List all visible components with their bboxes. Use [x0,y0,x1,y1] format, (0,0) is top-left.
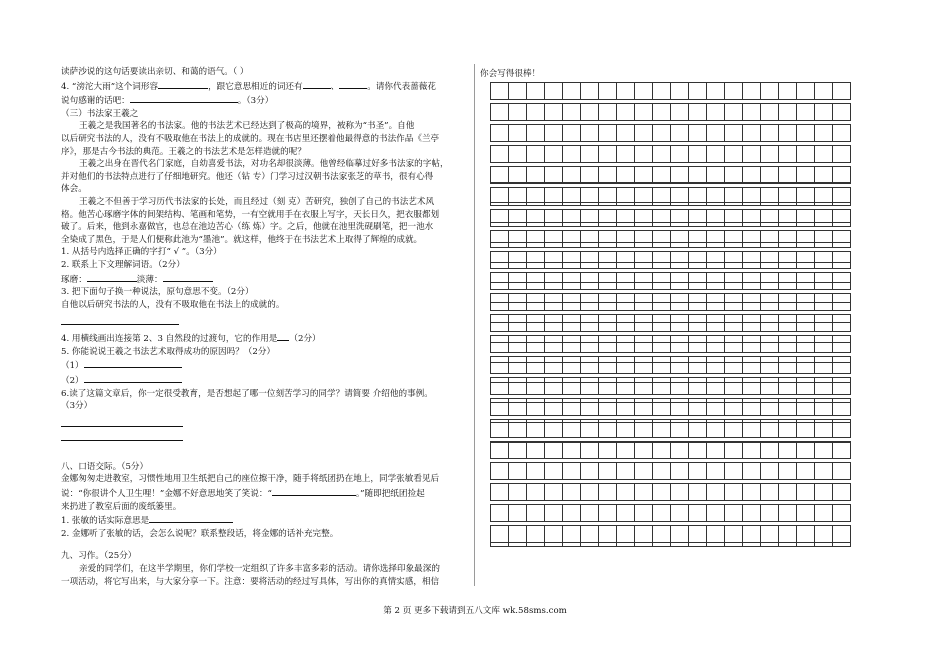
left-column [61,66,473,588]
grid-row-gap [490,226,851,231]
grid-row-gaps [490,82,851,546]
paragraph-line: 格。他苦心琢磨字体的间架结构、笔画和笔势，一有空就用手在衣服上写字，天长日久，把衣服都划 [61,209,440,220]
grid-row-gap [490,352,851,357]
grid-row-gap [490,120,851,125]
grid-row-gap [490,289,851,294]
question-5: 5. 你能说说王羲之书法艺术取得成功的原因吗？（2分） [61,346,276,357]
paragraph-line: 以后研究书法的人，没有不吸取他在书法上的成就的。现在书店里还摆着他最得意的书法作品《兰亭 [61,133,440,144]
question-4b: 4. 用横线画出连接第 2、3 自然段的过渡句，它的作用是 （2分） [61,331,473,346]
question-2: 2. 金娜听了张敏的话，会怎么说呢？联系整段话，将金娜的话补充完整。 [61,528,339,539]
paragraph-line: 并对他们的书法特点进行了仔细地研究。他还（钻 专）门学习过汉朝书法家张芝的草书，很有心得 [61,171,434,182]
paragraph-line: 体会。 [61,184,87,195]
paragraph-line: 一项活动，将它写出来，与大家分享一下。注意：要将活动的经过写具体，写出你的真情实感，相信 [61,576,440,587]
answer-line[interactable] [61,415,183,427]
answer-line[interactable] [61,313,179,325]
text-line: （1） [61,358,473,373]
grid-row-gap [490,162,851,167]
grid-row-gap [490,521,851,526]
paragraph-line: 金娜匆匆走进教室，习惯性地用卫生纸把自己的座位擦干净，随手将纸团扔在地上，同学张敏看见后 [61,474,440,485]
answer-blank[interactable] [339,79,367,89]
paragraph-line: 全染成了黑色，于是人们便称此池为“墨池”。就这样，他终于在书法艺术上取得了辉煌的成就。 [61,234,423,245]
answer-blank[interactable] [84,373,182,383]
section-heading: 九、习作。（25分） [61,551,137,562]
answer-blank[interactable] [277,331,289,341]
question-6: 6.读了这篇文章后，你一定很受教育，是否想起了哪一位刻苦学习的同学？请简要 介绍他的事例。 [61,388,433,399]
paragraph-line: 序》，那是古今书法的典范。王羲之的书法艺术是怎样造就的呢？ [61,146,306,157]
grid-row-gap [490,415,851,420]
paragraph-line: 王羲之出身在晋代名门家庭，自幼喜爱书法，对功名却很淡薄。他曾经临摹过好多书法家的字帖， [79,159,449,170]
section-heading: 八、口语交际。（5分） [61,461,149,472]
answer-blank[interactable] [87,272,137,282]
page-footer: 第 2 页 更多下载请到五八文库 wk.58sms.com [383,606,567,616]
grid-row-gap [490,479,851,484]
answer-blank[interactable] [149,513,233,523]
text-line: （3分） [61,401,93,412]
paragraph-line: 亲爱的同学们，在这半学期里，你们学校一定组织了许多丰富多彩的活动。请你选择印象最深的 [79,564,440,574]
paragraph-line: 说：“你很讲个人卫生哩！”金娜不好意思地笑了笑说：“ 。”随即把纸团捡起 [61,486,473,501]
grid-row-gap [490,394,851,399]
answer-blank[interactable] [163,272,213,282]
grid-row-gap [490,373,851,378]
grid-row-gap [490,205,851,210]
text-line: 自他以后研究书法的人，没有不吸取他在书法上的成就的。 [61,299,285,310]
grid-row-gap [490,500,851,505]
question-2: 2. 联系上下文理解词语。（2分） [61,259,185,270]
paragraph-line: 王羲之是我国著名的书法家。他的书法艺术已经达到了极高的境界，被称为“书圣”。自他 [79,121,415,132]
answer-blank[interactable] [272,486,356,496]
grid-row-gap [490,458,851,463]
grid-row-gap [490,99,851,104]
grid-row-gap [490,437,851,442]
paragraph-line: 王羲之不但善于学习历代书法家的长处，而且经过（刻 克）苦研究，独创了自己的书法艺术风 [79,196,435,207]
column-divider [474,64,475,586]
text-line: 读萨沙说的这句话要读出亲切、和蔼的语气。（ ） [61,67,249,77]
grid-row-gap [490,331,851,336]
grid-row-gap [490,183,851,188]
text-line: 琢磨： 淡薄： [61,272,473,287]
text-line: 说句感谢的话吧： 。（3分） [61,93,473,108]
question-4: 4. “滂沱大雨”这个词形容 ，跟它意思相近的词还有 、 。请你代表蔷薇花 [61,79,473,94]
question-1: 1. 张敏的话实际意思是 [61,513,473,528]
text-line: （2） [61,373,473,388]
grid-row-gap [490,268,851,273]
grid-row-gap [490,141,851,146]
answer-blank[interactable] [84,358,182,368]
section-heading: （三）书法家王羲之 [61,108,139,119]
paragraph-line: 破了。后来，他到永嘉做官，也总在池边苦心（练 炼）字。之后，他就在池里洗砚刷笔，把一池水 [61,222,434,233]
composition-title: 你会写得很棒！ [480,69,541,79]
answer-line[interactable] [61,429,183,441]
question-1: 1. 从括号内选择正确的字打“ √ ”。（3分） [61,247,222,258]
grid-row-gap [490,310,851,315]
question-3: 3. 把下面句子换一种说法，原句意思不变。（2分） [61,287,254,298]
paragraph-line: 来扔进了教室后面的废纸篓里。 [61,501,182,512]
answer-blank[interactable] [303,79,331,89]
answer-blank[interactable] [130,93,238,103]
answer-blank[interactable] [158,79,208,89]
grid-row-gap [490,247,851,252]
